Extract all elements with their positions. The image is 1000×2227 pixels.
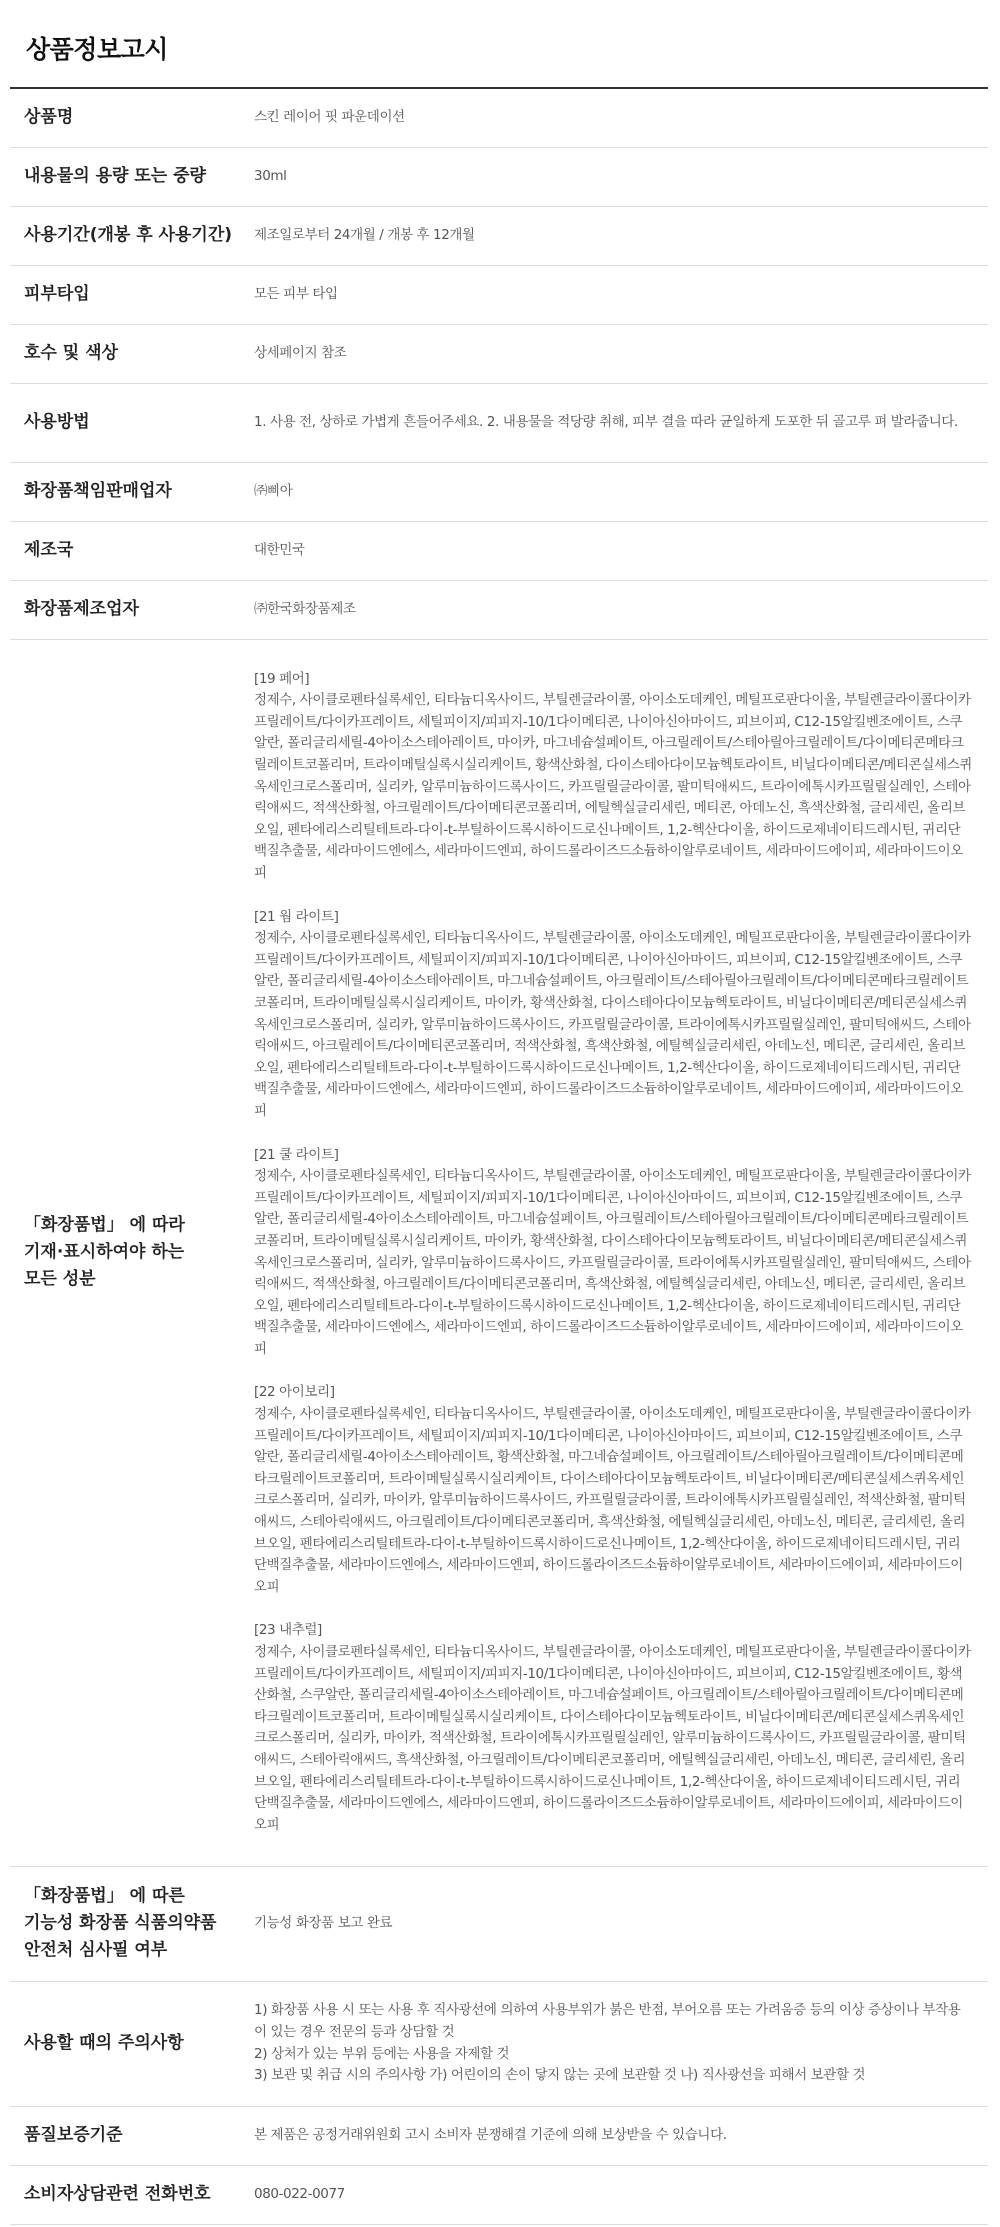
label-line: 안전처 심사필 여부 (24, 1940, 168, 1961)
row-value-shade: 상세페이지 참조 (252, 324, 988, 383)
row-label-shade: 호수 및 색상 (10, 324, 252, 383)
ingredient-list: 정제수, 사이클로펜타실록세인, 티타늄디옥사이드, 부틸렌글라이콜, 아이소도데케인, 메틸프로판다이올, 부틸렌글라이콜다이카프릴레이트/다이카프레이트, 세틸피이지/피피지-10/1다이메티콘, 나이아신아마이드, 피브이피, C12-15알킬벤조에이트, 스쿠알란, 폴리글리세릴-4아이소스테아레이트, 마이카, 마그네슘설페이트, 아크릴레이트/스테아릴아크릴레이트/다이메티콘메타크릴레이트코폴리머, 트라이메틸실록시실리케이트, 황색산화철, 다이스테아다이모늄헥토라이트, 비닐다이메티콘/메티콘실세스퀴옥세인크로스폴리머, 실리카, 알루미늄하이드록사이드, 카프릴릴글라이콜, 팔미틱애씨드, 트라이에톡시카프릴릴실레인, 스테아릭애씨드, 적색산화철, 아크릴레이트/다이메티콘코폴리머, 에틸헥실글리세린, 메티콘, 아데노신, 흑색산화철, 글리세린, 올리브오일, 펜타에리스리틸테트라-다이-t-부틸하이드록시하이드로신나메이트, 1,2-헥산다이올, 하이드로제네이티드레시틴, 귀리단백질추출물, 세라마이드엔에스, 세라마이드엔피, 하이드롤라이즈드소듐하이알루로네이트, 세라마이드에이피, 세라마이드이오피 (254, 692, 972, 881)
product-info-table (10, 89, 988, 2225)
table-row (10, 324, 988, 383)
row-label-country: 제조국 (10, 521, 252, 580)
table-row (10, 2106, 988, 2165)
row-label-caution: 사용할 때의 주의사항 (10, 1981, 252, 2106)
row-value-usage: 1. 사용 전, 상하로 가볍게 흔들어주세요. 2. 내용물을 적당량 취해, 피부 결을 따라 균일하게 도포한 뒤 골고루 펴 발라줍니다. (252, 383, 988, 462)
row-value-distributor: ㈜삐아 (252, 462, 988, 521)
row-value-phone: 080-022-0077 (252, 2165, 988, 2224)
table-row (10, 580, 988, 639)
row-value-country: 대한민국 (252, 521, 988, 580)
table-row (10, 265, 988, 324)
row-value-skin-type: 모든 피부 타입 (252, 265, 988, 324)
row-value-quality: 본 제품은 공정거래위원회 고시 소비자 분쟁해결 기준에 의해 보상받을 수 있습니다. (252, 2106, 988, 2165)
ingredient-list: 정제수, 사이클로펜타실록세인, 티타늄디옥사이드, 부틸렌글라이콜, 아이소도데케인, 메틸프로판다이올, 부틸렌글라이콜다이카프릴레이트/다이카프레이트, 세틸피이지/피피지-10/1다이메티콘, 나이아신아마이드, 피브이피, C12-15알킬벤조에이트, 스쿠알란, 폴리글리세릴-4아이소스테아레이트, 황색산화철, 마그네슘설페이트, 아크릴레이트/스테아릴아크릴레이트/다이메티콘메타크릴레이트코폴리머, 트라이메틸실록시실리케이트, 다이스테아다이모늄헥토라이트, 비닐다이메티콘/메티콘실세스퀴옥세인크로스폴리머, 실리카, 마이카, 알루미늄하이드록사이드, 카프릴릴글라이콜, 트라이에톡시카프릴릴실레인, 적색산화철, 팔미틱애씨드, 스테아릭애씨드, 아크릴레이트/다이메티콘코폴리머, 흑색산화철, 에틸헥실글리세린, 아데노신, 메티콘, 글리세린, 올리브오일, 펜타에리스리틸테트라-다이-t-부틸하이드록시하이드로신나메이트, 1,2-헥산다이올, 하이드로제네이티드레시틴, 귀리단백질추출물, 세라마이드엔에스, 세라마이드엔피, 하이드롤라이즈드소듐하이알루로네이트, 세라마이드에이피, 세라마이드이오피 (254, 1406, 971, 1595)
table-row (10, 89, 988, 147)
shade-name: [23 내추럴] (254, 1622, 322, 1639)
row-label-distributor: 화장품책임판매업자 (10, 462, 252, 521)
ingredient-list: 정제수, 사이클로펜타실록세인, 티타늄디옥사이드, 부틸렌글라이콜, 아이소도데케인, 메틸프로판다이올, 부틸렌글라이콜다이카프릴레이트/다이카프레이트, 세틸피이지/피피지-10/1다이메티콘, 나이아신아마이드, 피브이피, C12-15알킬벤조에이트, 스쿠알란, 폴리글리세릴-4아이소스테아레이트, 마그네슘설페이트, 아크릴레이트/스테아릴아크릴레이트/다이메티콘메타크릴레이트코폴리머, 트라이메틸실록시실리케이트, 마이카, 황색산화철, 다이스테아다이모늄헥토라이트, 비닐다이메티콘/메티콘실세스퀴옥세인크로스폴리머, 실리카, 알루미늄하이드록사이드, 카프릴릴글라이콜, 트라이에톡시카프릴릴실레인, 팔미틱애씨드, 스테아릭애씨드, 아크릴레이트/다이메티콘코폴리머, 적색산화철, 흑색산화철, 에틸헥실글리세린, 아데노신, 메티콘, 글리세린, 올리브오일, 펜타에리스리틸테트라-다이-t-부틸하이드록시하이드로신나메이트, 1,2-헥산다이올, 하이드로제네이티드레시틴, 귀리단백질추출물, 세라마이드엔에스, 세라마이드엔피, 하이드롤라이즈드소듐하이알루로네이트, 세라마이드에이피, 세라마이드이오피 (254, 930, 971, 1119)
ingredient-list: 정제수, 사이클로펜타실록세인, 티타늄디옥사이드, 부틸렌글라이콜, 아이소도데케인, 메틸프로판다이올, 부틸렌글라이콜다이카프릴레이트/다이카프레이트, 세틸피이지/피피지-10/1다이메티콘, 나이아신아마이드, 피브이피, C12-15알킬벤조에이트, 황색산화철, 스쿠알란, 폴리글리세릴-4아이소스테아레이트, 마그네슘설페이트, 아크릴레이트/스테아릴아크릴레이트/다이메티콘메타크릴레이트코폴리머, 트라이메틸실록시실리케이트, 다이스테아다이모늄헥토라이트, 비닐다이메티콘/메티콘실세스퀴옥세인크로스폴리머, 실리카, 마이카, 적색산화철, 트라이에톡시카프릴릴실레인, 알루미늄하이드록사이드, 카프릴릴글라이콜, 팔미틱애씨드, 스테아릭애씨드, 흑색산화철, 아크릴레이트/다이메티콘코폴리머, 에틸헥실글리세린, 아데노신, 메티콘, 글리세린, 올리브오일, 펜타에리스리틸테트라-다이-t-부틸하이드록시하이드로신나메이트, 1,2-헥산다이올, 하이드로제네이티드레시틴, 귀리단백질추출물, 세라마이드엔에스, 세라마이드엔피, 하이드롤라이즈드소듐하이알루로네이트, 세라마이드에이피, 세라마이드이오피 (254, 1644, 971, 1833)
row-label-volume: 내용물의 용량 또는 중량 (10, 147, 252, 206)
row-label-shelf-life: 사용기간(개봉 후 사용기간) (10, 206, 252, 265)
shade-name: [21 쿨 라이트] (254, 1146, 339, 1163)
ingredient-list: 정제수, 사이클로펜타실록세인, 티타늄디옥사이드, 부틸렌글라이콜, 아이소도데케인, 메틸프로판다이올, 부틸렌글라이콜다이카프릴레이트/다이카프레이트, 세틸피이지/피피지-10/1다이메티콘, 나이아신아마이드, 피브이피, C12-15알킬벤조에이트, 스쿠알란, 폴리글리세릴-4아이소스테아레이트, 마그네슘설페이트, 아크릴레이트/스테아릴아크릴레이트/다이메티콘메타크릴레이트코폴리머, 트라이메틸실록시실리케이트, 마이카, 황색산화철, 다이스테아다이모늄헥토라이트, 비닐다이메티콘/메티콘실세스퀴옥세인크로스폴리머, 실리카, 알루미늄하이드록사이드, 카프릴릴글라이콜, 트라이에톡시카프릴릴실레인, 팔미틱애씨드, 스테아릭애씨드, 적색산화철, 아크릴레이트/다이메티콘코폴리머, 흑색산화철, 에틸헥실글리세린, 아데노신, 메티콘, 글리세린, 올리브오일, 펜타에리스리틸테트라-다이-t-부틸하이드록시하이드로신나메이트, 1,2-헥산다이올, 하이드로제네이티드레시틴, 귀리단백질추출물, 세라마이드엔에스, 세라마이드엔피, 하이드롤라이즈드소듐하이알루로네이트, 세라마이드에이피, 세라마이드이오피 (254, 1168, 971, 1357)
table-row (10, 2165, 988, 2224)
table-row (10, 462, 988, 521)
row-value-shelf-life: 제조일로부터 24개월 / 개봉 후 12개월 (252, 206, 988, 265)
label-line: 「화장품법」 에 따른 (24, 1885, 185, 1906)
label-line: 기재·표시하여야 하는 (24, 1241, 185, 1262)
table-row (10, 1981, 988, 2106)
row-value-caution (252, 1981, 988, 2106)
ingredient-block (254, 1145, 972, 1361)
row-value-manufacturer: ㈜한국화장품제조 (252, 580, 988, 639)
ingredient-block (254, 669, 972, 885)
product-info-notice (10, 0, 988, 2225)
shade-name: [22 아이보리] (254, 1384, 335, 1401)
row-label-product-name: 상품명 (10, 89, 252, 147)
table-row (10, 147, 988, 206)
row-value-functional: 기능성 화장품 보고 완료 (252, 1866, 988, 1981)
row-label-phone: 소비자상담관련 전화번호 (10, 2165, 252, 2224)
page-title: 상품정보고시 (26, 35, 168, 64)
table-row (10, 639, 988, 1866)
label-line: 기능성 화장품 식품의약품 (24, 1912, 217, 1933)
table-row (10, 383, 988, 462)
ingredient-block (254, 1620, 972, 1836)
row-label-usage: 사용방법 (10, 383, 252, 462)
row-value-product-name: 스킨 레이어 핏 파운데이션 (252, 89, 988, 147)
shade-name: [21 웜 라이트] (254, 908, 339, 925)
table-row (10, 206, 988, 265)
label-line: 모든 성분 (24, 1269, 96, 1290)
row-label-ingredients (10, 639, 252, 1866)
row-label-functional (10, 1866, 252, 1981)
row-value-volume: 30ml (252, 147, 988, 206)
row-label-manufacturer: 화장품제조업자 (10, 580, 252, 639)
shade-name: [19 페어] (254, 670, 310, 687)
ingredient-block (254, 907, 972, 1123)
caution-line: 2) 상처가 있는 부위 등에는 사용을 자제할 것 (254, 2045, 510, 2062)
ingredient-block (254, 1382, 972, 1598)
label-line: 「화장품법」 에 따라 (24, 1214, 185, 1235)
caution-line: 3) 보관 및 취급 시의 주의사항 가) 어린이의 손이 닿지 않는 곳에 보관할 것 나) 직사광선을 피해서 보관할 것 (254, 2067, 866, 2084)
table-row (10, 1866, 988, 1981)
caution-line: 1) 화장품 사용 시 또는 사용 후 직사광선에 의하여 사용부위가 붉은 반점, 부어오름 또는 가려움증 등의 이상 증상이나 부작용이 있는 경우 전문의 등과 상담할 것 (254, 2002, 961, 2040)
row-label-skin-type: 피부타입 (10, 265, 252, 324)
row-value-ingredients (252, 639, 988, 1866)
row-label-quality: 품질보증기준 (10, 2106, 252, 2165)
table-row (10, 521, 988, 580)
